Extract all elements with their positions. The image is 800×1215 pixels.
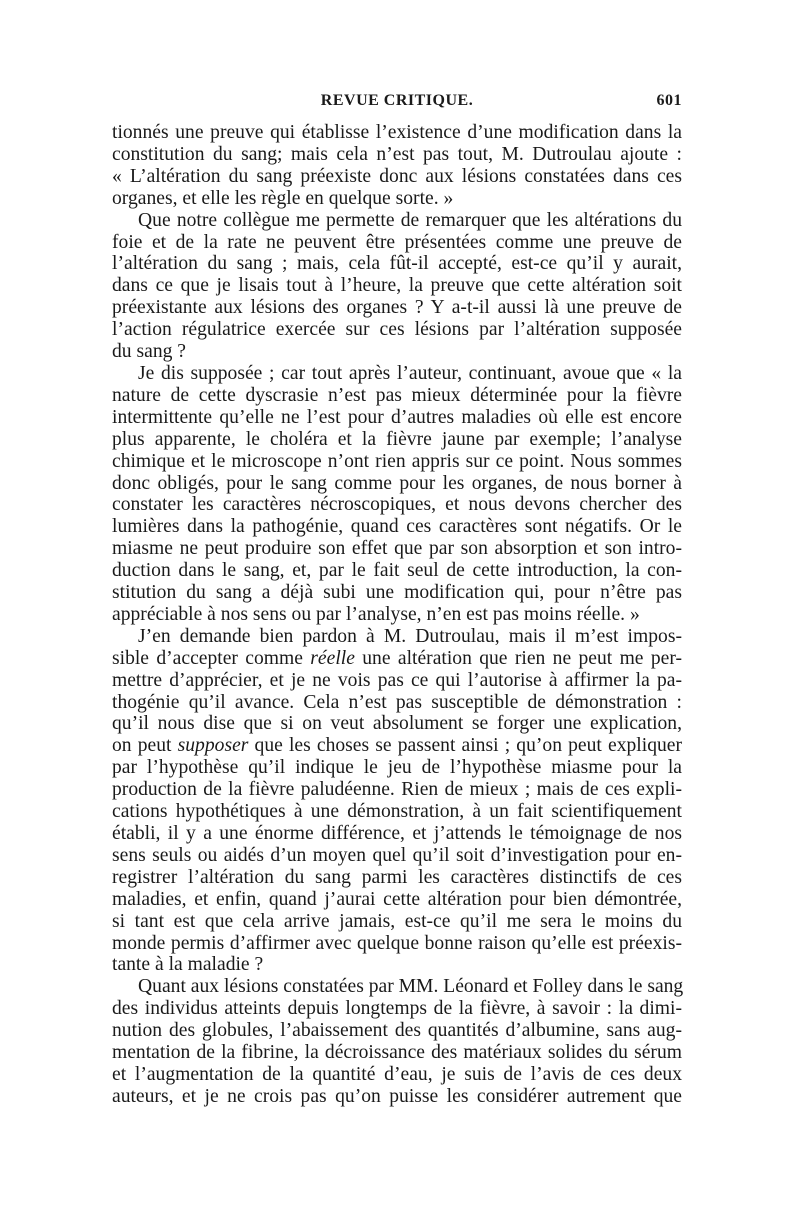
- text-run: cations hypothétiques à une démonstration, à un fait scientifiquement: [112, 801, 682, 823]
- page-number: 601: [656, 92, 682, 109]
- text-line: [112, 363, 682, 385]
- italic-word: supposer: [177, 735, 249, 757]
- text-line: [112, 275, 682, 297]
- text-run: l’action régulatrice exercée sur ces lésions par l’altération supposée: [112, 319, 682, 341]
- text-run: organes, et elle les règle en quelque sorte. »: [112, 187, 454, 209]
- text-line: [112, 845, 682, 867]
- text-run: maladies, et enfin, quand j’aurai cette altération pour bien démontrée,: [112, 888, 682, 910]
- text-line: [112, 648, 682, 670]
- text-run: Je dis supposée ; car tout après l’auteur, continuant, avoue que « la: [138, 362, 682, 384]
- text-line: [112, 188, 682, 210]
- text-line: [112, 933, 682, 955]
- text-run: tante à la maladie ?: [112, 954, 264, 976]
- text-line: [112, 911, 682, 933]
- text-line: [112, 1086, 682, 1108]
- text-run: thogénie qu’il avance. Cela n’est pas susceptible de démonstration :: [112, 691, 682, 713]
- text-line: [112, 713, 682, 735]
- text-line: [112, 1042, 682, 1064]
- text-line: [112, 385, 682, 407]
- text-line: [112, 692, 682, 714]
- text-line: [112, 210, 682, 232]
- text-line: [112, 516, 682, 538]
- text-line: [112, 122, 682, 144]
- text-line: [112, 670, 682, 692]
- text-line: [112, 407, 682, 429]
- text-line: [112, 867, 682, 889]
- text-run: registrer l’altération du sang parmi les caractères distinctifs de ces: [112, 866, 682, 888]
- text-line: [112, 166, 682, 188]
- text-line: [112, 582, 682, 604]
- text-run: chimique et le microscope n’ont rien appris sur ce point. Nous sommes: [112, 450, 682, 472]
- text-line: [112, 538, 682, 560]
- text-run: une altération que rien ne peut me per-: [354, 647, 683, 669]
- text-run: Quant aux lésions constatées par MM. Léonard et Folley dans le sang: [138, 976, 684, 998]
- italic-word: réelle: [310, 647, 355, 669]
- text-line: [112, 735, 682, 757]
- text-run: « L’altération du sang préexiste donc aux lésions constatées dans ces: [112, 165, 682, 187]
- text-run: qu’il nous dise que si on veut absolument se forger une explication,: [112, 713, 682, 735]
- text-run: que les choses se passent ainsi ; qu’on peut expliquer: [248, 735, 683, 757]
- text-run: et l’augmentation de la quantité d’eau, je suis de l’avis de ces deux: [112, 1063, 682, 1085]
- text-run: par l’hypothèse qu’il indique le jeu de l’hypothèse miasme pour la: [112, 757, 682, 779]
- text-line: [112, 998, 682, 1020]
- text-run: foie et de la rate ne peuvent être présentées comme une preuve de: [112, 231, 682, 253]
- text-run: sens seuls ou aidés d’un moyen quel qu’il soit d’investigation pour en-: [112, 844, 682, 866]
- text-run: mentation de la fibrine, la décroissance des matériaux solides du sérum: [112, 1042, 682, 1064]
- text-run: donc obligés, pour le sang comme pour les organes, de nous borner à: [112, 472, 682, 494]
- text-run: préexistante aux lésions des organes ? Y a-t-il aussi là une preuve de: [112, 297, 682, 319]
- text-run: nution des globules, l’abaissement des quantités d’albumine, sans aug-: [112, 1020, 682, 1042]
- text-run: monde permis d’affirmer avec quelque bonne raison qu’elle est préexis-: [112, 932, 682, 954]
- text-run: auteurs, et je ne crois pas qu’on puisse les considérer autrement que: [112, 1085, 682, 1107]
- text-line: [112, 341, 682, 363]
- text-run: sible d’accepter comme: [112, 647, 311, 669]
- text-line: [112, 626, 682, 648]
- text-line: [112, 494, 682, 516]
- text-run: l’altération du sang ; mais, cela fût-il accepté, est-ce qu’il y aurait,: [112, 253, 682, 275]
- text-line: [112, 473, 682, 495]
- text-line: [112, 976, 682, 998]
- text-run: duction dans le sang, et, par le fait seul de cette introduction, la con-: [112, 560, 682, 582]
- text-line: [112, 801, 682, 823]
- running-head: [112, 92, 682, 122]
- text-line: [112, 823, 682, 845]
- text-line: [112, 297, 682, 319]
- text-line: [112, 429, 682, 451]
- text-line: [112, 604, 682, 626]
- text-line: [112, 232, 682, 254]
- text-run: appréciable à nos sens ou par l’analyse, n’en est pas moins réelle. »: [112, 603, 640, 625]
- body-text: [112, 122, 682, 1108]
- text-run: plus apparente, le choléra et la fièvre jaune par exemple; l’analyse: [112, 428, 682, 450]
- text-line: [112, 253, 682, 275]
- text-run: établi, il y a une énorme différence, et j’attends le témoignage de nos: [112, 823, 682, 844]
- text-run: constater les caractères nécroscopiques, et nous devons chercher des: [112, 494, 682, 516]
- text-line: [112, 1020, 682, 1042]
- text-line: [112, 1064, 682, 1086]
- text-line: [112, 144, 682, 166]
- text-line: [112, 779, 682, 801]
- text-run: tionnés une preuve qui établisse l’existence d’une modification dans la: [112, 122, 682, 143]
- text-run: stitution du sang a déjà subi une modification qui, pour n’être pas: [112, 582, 682, 604]
- text-run: si tant est que cela arrive jamais, est-ce qu’il me sera le moins du: [112, 910, 682, 932]
- text-run: dans ce que je lisais tout à l’heure, la preuve que cette altération soit: [112, 275, 682, 297]
- text-run: intermittente qu’elle ne l’est pour d’autres maladies où elle est encore: [112, 406, 682, 428]
- text-run: production de la fièvre paludéenne. Rien de mieux ; mais de ces expli-: [112, 779, 682, 801]
- text-run: nature de cette dyscrasie n’est pas mieux déterminée pour la fièvre: [112, 384, 682, 406]
- text-run: lumières dans la pathogénie, quand ces caractères sont négatifs. Or le: [112, 516, 682, 538]
- text-line: [112, 451, 682, 473]
- text-run: constitution du sang; mais cela n’est pas tout, M. Dutroulau ajoute :: [112, 143, 682, 165]
- text-run: J’en demande bien pardon à M. Dutroulau, mais il m’est impos-: [138, 625, 682, 647]
- text-line: [112, 319, 682, 341]
- running-title: REVUE CRITIQUE.: [320, 92, 474, 109]
- text-line: [112, 560, 682, 582]
- text-line: [112, 954, 682, 976]
- text-run: Que notre collègue me permette de remarquer que les altérations du: [138, 209, 682, 231]
- text-run: on peut: [112, 735, 178, 757]
- text-line: [112, 757, 682, 779]
- text-line: [112, 889, 682, 911]
- text-run: miasme ne peut produire son effet que par son absorption et son intro-: [112, 538, 682, 560]
- text-run: des individus atteints depuis longtemps de la fièvre, à savoir : la dimi-: [112, 998, 682, 1020]
- text-run: du sang ?: [112, 341, 187, 363]
- text-run: mettre d’apprécier, et je ne vois pas ce qui l’autorise à affirmer la pa-: [112, 669, 682, 691]
- page: [112, 92, 682, 1108]
